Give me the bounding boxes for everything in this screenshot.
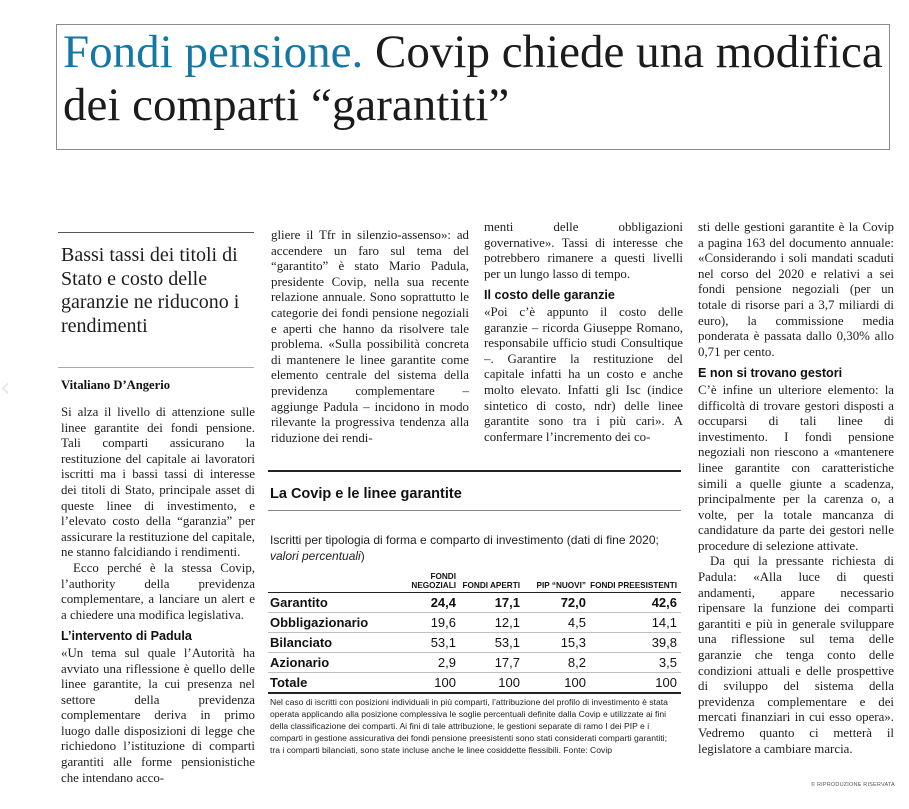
infobox-title-rule [268,510,681,511]
table-cell: 72,0 [524,593,590,613]
deck-bottom-rule [58,367,254,368]
table-row [268,613,681,633]
column-header: FONDI APERTI [460,572,524,593]
author-byline: Vitaliano D’Angerio [61,378,171,392]
row-label: Garantito [268,593,396,613]
table-cell: 100 [590,673,681,694]
deck-top-rule [58,232,254,233]
column-header: FONDI PREESISTENTI [590,572,681,593]
column-header: FONDI NEGOZIALI [396,572,460,593]
table-row [268,653,681,673]
paragraph: Si alza il livello di attenzione sulle linee garantite dei fondi pensione. Tali comparti assicurano la restituzione del capitale ai lavoratori iscritti ma i bassi tassi di interesse dei titoli di Stato, principale asset di queste linee di investimento, e l’elevato costo della “garanzia” per assicurare la restituzione del capitale, ne stanno falcidiando i rendimenti. [61,405,255,560]
table-cell: 17,7 [460,653,524,673]
row-label: Totale [268,673,396,694]
table-cell: 100 [524,673,590,694]
table-cell: 17,1 [460,593,524,613]
infobox-top-rule [268,470,681,472]
subheading: Il costo delle garanzie [484,288,615,303]
table-cell: 2,9 [396,653,460,673]
table-cell: 4,5 [524,613,590,633]
deck: Bassi tassi dei titoli di Stato e costo delle garanzie ne riducono i rendimenti [61,244,240,337]
table-cell: 19,6 [396,613,460,633]
paragraph: menti delle obbligazioni governative». Tassi di interesse che potrebbero rimanere a questi livelli per un lungo lasso di tempo. [484,220,683,281]
paragraph: Ecco perché è la stessa Covip, l’authority della previdenza complementare, a lanciare un alert e a chiedere una modifica legislativa. [61,560,255,622]
infobox-intro [270,532,675,564]
row-label: Obbligazionario [268,613,396,633]
table-row [268,633,681,653]
paragraph: «Un tema sul quale l’Autorità ha avviato una riflessione è quello delle linee garantite, la cui presenza nel settore della previdenza complementare deriva in primo luogo dalle disposizioni di legge che richiedono l’istituzione di comparti garantiti alle forme pensionistiche che intendano acco- [61,645,255,785]
table-header-row [268,572,681,593]
paragraph: Da qui la pressante richiesta di Padula: «Alla luce di questi andamenti, appare necessario ripensare la funzione dei comparti garantiti e più in generale sviluppare una riflessione sul tema delle garanzie che tenga conto delle condizioni attuali e delle prospettive di sviluppo del sistema della previdenza complementare e dei mercati finanziari in cui esso opera». Vedremo quanto ci metterà il legislatore a cambiare marcia. [698,554,894,756]
table-cell: 100 [460,673,524,694]
article-column-2 [271,228,469,446]
paragraph: sti delle gestioni garantite è la Covip a pagina 163 del documento annuale: «Considerando i soli mandati scaduti nel corso del 2020 e relativi a sei fondi pensione negoziali (per un totale di risorse pari a 3,7 miliardi di euro), la commissione media ponderata è passata dallo 0,30% allo 0,71 per cento. [698,220,894,359]
infobox-title: La Covip e le linee garantite [270,486,462,502]
table-cell: 14,1 [590,613,681,633]
table-row [268,593,681,613]
chevron-left-icon[interactable]: ‹ [0,373,11,403]
table-cell: 53,1 [396,633,460,653]
paragraph: «Poi c’è appunto il costo delle garanzie – ricorda Giuseppe Romano, responsabile ufficio studi Consultique –. Garantire la restituzione del capitale infatti ha un costo e anche molto elevato. Infatti gli Isc (indice sintetico di costo, ndr) delle linee garantite sono tra i più cari». A confermare l’incremento dei co- [484,304,683,444]
intro-text: Iscritti per tipologia di forma e comparto di investimento (dati di fine 2020; [270,533,659,547]
intro-close: ) [360,549,365,563]
subheading: L’intervento di Padula [61,629,192,644]
table-cell: 53,1 [460,633,524,653]
row-label: Bilanciato [268,633,396,653]
article-column-3 [484,220,683,445]
table-cell: 15,3 [524,633,590,653]
table-cell: 8,2 [524,653,590,673]
intro-italic: valori percentuali [270,549,361,563]
paragraph: C’è infine un ulteriore elemento: la difficoltà di trovare gestori disposti a occuparsi di tali linee di investimento. I fondi pensione negoziali non riescono a «mantenere linee garantite con caratteristiche simili a quelle giunte a scadenza, principalmente per la carenza o, a volte, per la totale mancanza di candidature da parte dei gestori nelle procedure di selezione attivate. [698,382,894,553]
column-header: PIP “NUOVI” [524,572,590,593]
table-cell: 3,5 [590,653,681,673]
headline-title: Covip chiede una modifica dei comparti “garantiti” [63,26,883,131]
article-column-4 [698,220,894,757]
table-cell: 24,4 [396,593,460,613]
data-table [268,572,681,694]
copyright-notice: © RIPRODUZIONE RISERVATA [811,782,895,788]
paragraph: gliere il Tfr in silenzio-assenso»: ad accendere un faro sul tema del “garantito” è stato Mario Padula, presidente Covip, nella sua recente relazione annuale. Sono soprattutto le categorie dei fondi pensione negoziali e aperti che hanno da risolvere tale problema. «Sulla possibilità concreta di mantenere le linee garantite come elemento centrale del sistema della previdenza complementare – aggiunge Padula – incidono in modo rilevante la progressiva tendenza alla riduzione dei rendi- [271,228,469,445]
table-cell: 39,8 [590,633,681,653]
subheading: E non si trovano gestori [698,366,843,381]
headline [63,26,893,132]
row-label: Azionario [268,653,396,673]
headline-kicker: Fondi pensione. [63,26,364,78]
infobox-note: Nel caso di iscritti con posizioni individuali in più comparti, l’attribuzione del profilo di investimento è stata operata applicando alla posizione complessiva le soglie percentuali definite dalla Covip e utilizzate ai fini della classificazione dei comparti. Ai fini di tale attribuzione, le gestioni separate di ramo I dei PIP e i comparti in gestione assicurativa dei fondi pensione preesistenti sono stati considerati comparti garantiti; tra i comparti bilanciati, sono state incluse anche le linee cosiddette flessibili. Fonte: Covip [270,697,668,755]
article-column-1 [61,405,255,786]
table-cell: 100 [396,673,460,694]
table-cell: 12,1 [460,613,524,633]
column-header [268,572,396,593]
table-row [268,673,681,694]
table-cell: 42,6 [590,593,681,613]
